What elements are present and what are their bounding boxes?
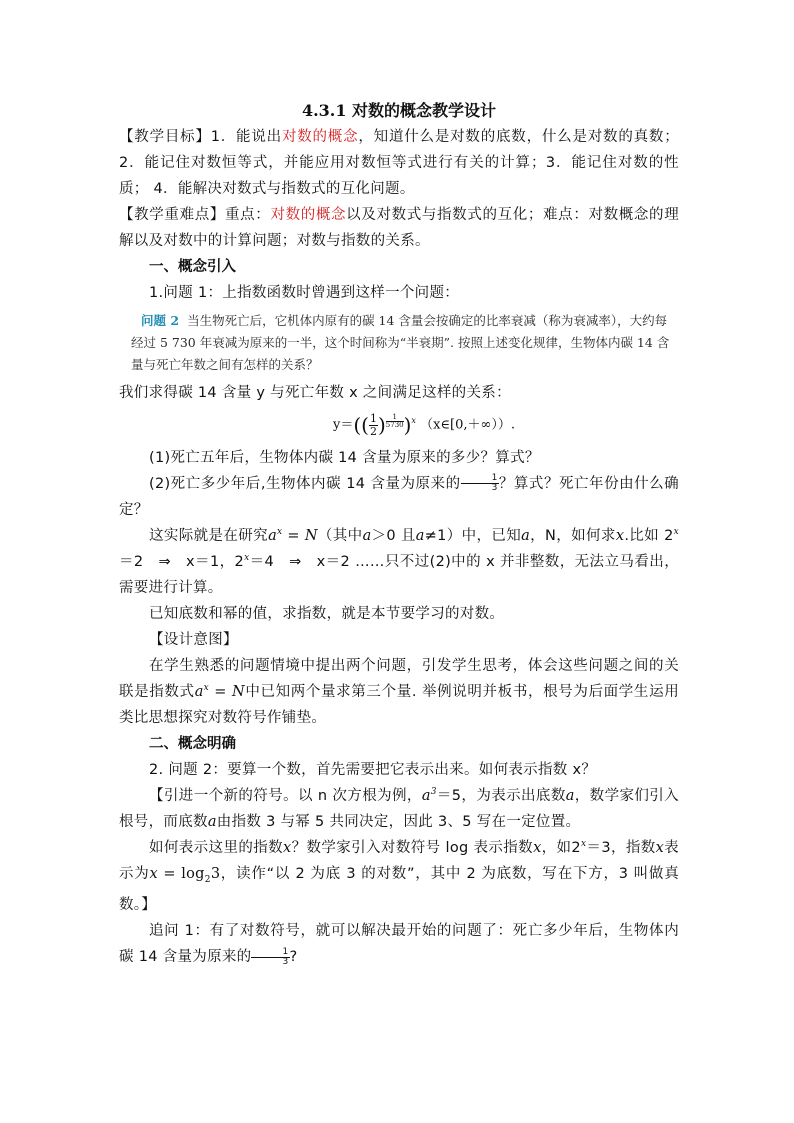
highlight-concept: 对数的概念 [270, 207, 347, 223]
study-explanation: 这实际就是在研究$a^x = N$（其中a＞0 且a≠1）中，已知a，N，如何求x.比如 $2^x=2$ ⇒ x＝1，$2^x=4$ ⇒ x＝2 ……只不过(2)中的 x 并非整数，无法立马看出，需要进行计算。 [119, 526, 680, 596]
section-heading-1: 一、概念引入 [149, 259, 236, 275]
known-statement: 已知底数和幂的值，求指数，就是本节要学习的对数。 [149, 605, 505, 622]
question-1-intro: 1.问题 1：上指数函数时曾遇到这样一个问题： [149, 285, 460, 301]
relation-intro: 我们求得碳 14 含量 y 与死亡年数 x 之间满足这样的关系： [119, 385, 511, 401]
goals-label: 【教学目标】 [119, 129, 211, 145]
design-intent-text: 在学生熟悉的问题情境中提出两个问题，引发学生思考，体会这些问题之间的关联是指数式$a^x = N$中已知两个量求第三个量. 举例说明并板书，根号为后面学生运用类比思想探究对数符号作铺垫。 [119, 657, 680, 726]
key-points: 【教学重难点】重点：对数的概念以及对数式与指数式的互化；难点：对数概念的理解以及对数中的计算问题；对数与指数的关系。 [119, 207, 679, 249]
teaching-goals: 【教学目标】1．能说出对数的概念，知道什么是对数的底数，什么是对数的真数；2．能记住对数恒等式，并能应用对数恒等式进行有关的计算；3．能记住对数的性质； 4．能解决对数式与指数式的互化问题。 [119, 129, 679, 197]
doc-title: 4.3.1 对数的概念教学设计 [301, 101, 497, 120]
new-symbol-text: 【引进一个新的符号。以 n 次方根为例，$a^3=5$，为表示出底数a，数学家们引入根号，而底数a由指数 3 与幂 5 共同决定，因此 3、5 写在一定位置。 [119, 786, 679, 830]
section-heading-2: 二、概念明确 [149, 735, 236, 752]
design-intent-label: 【设计意图】 [149, 631, 238, 648]
decay-formula: y＝(( $\frac{1}{2}$ ) $^{\frac{1}{5730}}$ )$^x$ （x∈[0,＋∞））. [333, 411, 515, 438]
keypoints-label: 【教学重难点】 [119, 207, 226, 223]
document-page [119, 100, 679, 970]
quote-label: 问题 2 [141, 313, 180, 328]
follow-up-question: 追问 1：有了对数符号，就可以解决最开始的问题了：死亡多少年后，生物体内碳 14 含量为原来的 $\frac{1}{3}$ ? [119, 923, 679, 967]
quote-text: 当生物死亡后，它机体内原有的碳 14 含量会按确定的比率衰减（称为衰减率），大约每经过 5 730 年衰减为原来的一半，这个时间称为“半衰期”. 按照上述变化规律，生物体内碳 14 含量与死亡年数之间有怎样的关系？ [131, 313, 670, 372]
quoted-problem [119, 308, 679, 380]
question-2: 2. 问题 2：要算一个数，首先需要把它表示出来。如何表示指数 x？ [149, 761, 597, 778]
highlight-concept: 对数的概念 [281, 129, 359, 145]
sub-question-2: (2)死亡多少年后,生物体内碳 14 含量为原来的 $\frac{1}{3}$ ？算式？死亡年份由什么确定？ [119, 473, 679, 518]
log-notation-text: 如何表示这里的指数x？数学家引入对数符号 log 表示指数x，如$2^x=3$，指数x表示为$x = \log_23$，读作“以 2 为底 3 的对数”，其中 2 为底数，写在下方，3 叫做真数。】 [119, 838, 679, 914]
sub-question-1: (1)死亡五年后，生物体内碳 14 含量为原来的多少？算式？ [149, 449, 540, 466]
